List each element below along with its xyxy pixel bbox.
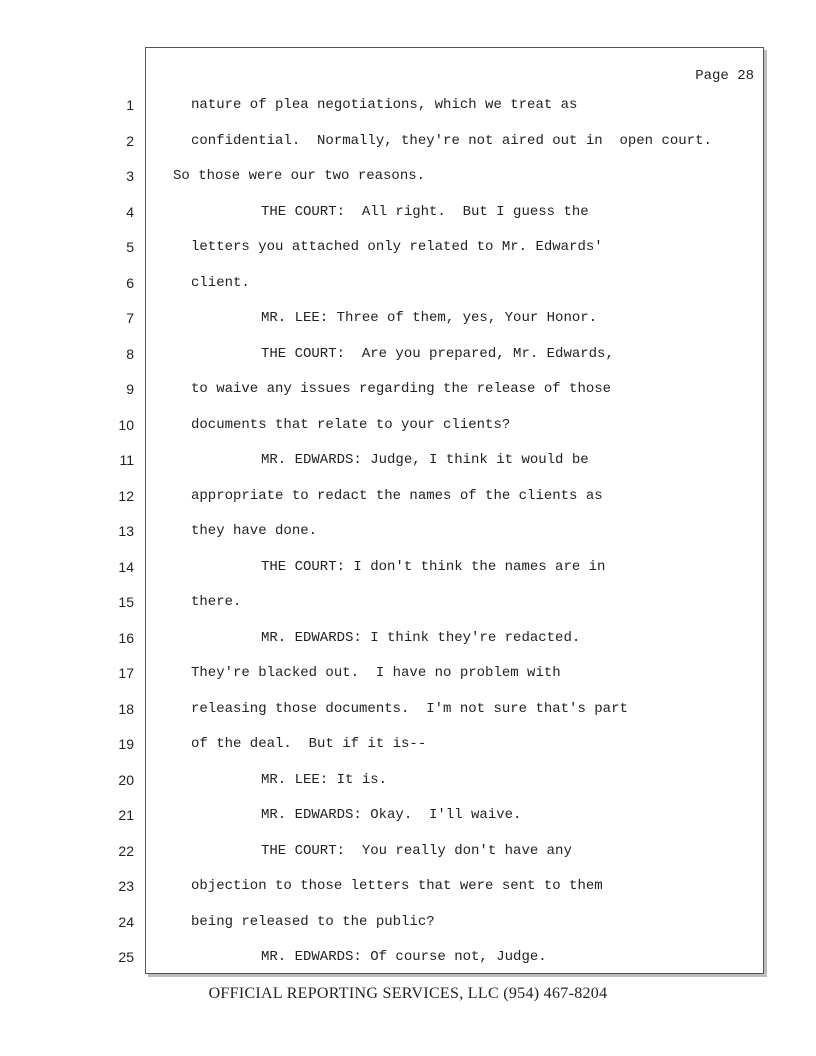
transcript-line xyxy=(118,805,763,825)
line-text: They're blacked out. I have no problem with xyxy=(191,665,561,681)
line-number: 7 xyxy=(126,310,134,326)
line-text: MR. EDWARDS: Judge, I think it would be xyxy=(261,452,589,468)
line-text: MR. LEE: Three of them, yes, Your Honor. xyxy=(261,310,598,326)
transcript-line xyxy=(126,95,763,115)
transcript-line xyxy=(118,912,763,932)
line-text: there. xyxy=(191,594,242,610)
transcript-line xyxy=(126,273,763,293)
transcript-line xyxy=(126,131,763,151)
line-number: 24 xyxy=(118,913,134,930)
transcript-line xyxy=(126,166,763,186)
line-text: THE COURT: All right. But I guess the xyxy=(261,203,589,220)
line-text: documents that relate to your clients? xyxy=(191,416,511,433)
transcript-line xyxy=(118,770,763,790)
line-number: 12 xyxy=(118,487,134,504)
transcript-line xyxy=(118,592,763,612)
line-number: 4 xyxy=(126,203,134,220)
line-number: 21 xyxy=(118,807,134,823)
line-text: MR. EDWARDS: Okay. I'll waive. xyxy=(261,807,522,823)
line-text: So those were our two reasons. xyxy=(173,168,426,184)
line-number: 3 xyxy=(126,168,134,184)
line-number: 18 xyxy=(118,700,134,717)
line-number: 15 xyxy=(118,594,134,610)
line-text: appropriate to redact the names of the clients as xyxy=(191,487,603,504)
line-number: 23 xyxy=(118,878,134,894)
transcript-line xyxy=(118,841,763,861)
transcript-line xyxy=(126,202,763,222)
line-number: 16 xyxy=(118,629,134,646)
line-text: they have done. xyxy=(191,523,318,539)
line-text: nature of plea negotiations, which we treat as xyxy=(191,97,578,113)
transcript-line xyxy=(118,663,763,683)
line-number: 20 xyxy=(118,771,134,788)
line-number: 13 xyxy=(118,523,134,539)
transcript-page xyxy=(118,47,764,974)
line-text: MR. EDWARDS: I think they're redacted. xyxy=(261,629,581,646)
transcript-line xyxy=(118,734,763,754)
transcript-line xyxy=(118,521,763,541)
transcript-line xyxy=(118,947,763,967)
line-text: to waive any issues regarding the release of those xyxy=(191,381,612,397)
line-number: 5 xyxy=(126,239,134,255)
transcript-line xyxy=(118,699,763,719)
line-text: MR. EDWARDS: Of course not, Judge. xyxy=(261,949,547,965)
reporter-footer: OFFICIAL REPORTING SERVICES, LLC (954) 467-8204 xyxy=(208,985,608,1002)
line-text: THE COURT: Are you prepared, Mr. Edwards, xyxy=(261,345,614,362)
transcript-line xyxy=(126,237,763,257)
transcript-line xyxy=(118,876,763,896)
line-number: 25 xyxy=(118,949,134,965)
line-text: objection to those letters that were sent to them xyxy=(191,878,603,894)
transcript-line xyxy=(126,379,763,399)
line-number: 17 xyxy=(118,665,134,681)
transcript-line xyxy=(118,415,763,435)
transcript-line xyxy=(118,557,763,577)
line-number: 11 xyxy=(119,452,134,468)
line-text: releasing those documents. I'm not sure that's part xyxy=(191,700,628,717)
transcript-line xyxy=(126,308,763,328)
line-number: 2 xyxy=(126,132,134,149)
line-text: THE COURT: You really don't have any xyxy=(261,842,572,859)
line-text: confidential. Normally, they're not aired out in open court. xyxy=(191,132,712,149)
line-number: 1 xyxy=(126,97,134,113)
line-text: THE COURT: I don't think the names are in xyxy=(261,558,606,575)
line-text: of the deal. But if it is-- xyxy=(191,736,427,752)
line-text: letters you attached only related to Mr. Edwards' xyxy=(191,239,603,255)
line-number: 8 xyxy=(126,345,134,362)
line-number: 10 xyxy=(118,416,134,433)
transcript-line xyxy=(119,450,763,470)
line-text: MR. LEE: It is. xyxy=(261,771,388,788)
line-number: 9 xyxy=(126,381,134,397)
line-number: 19 xyxy=(118,736,134,752)
page-number: Page 28 xyxy=(695,68,754,84)
line-text: being released to the public? xyxy=(191,913,435,930)
line-number: 14 xyxy=(118,558,134,575)
transcript-line xyxy=(126,344,763,364)
transcript-line xyxy=(118,628,763,648)
line-number: 22 xyxy=(118,842,134,859)
transcript-line xyxy=(118,486,763,506)
line-number: 6 xyxy=(126,274,134,291)
line-text: client. xyxy=(191,274,250,291)
